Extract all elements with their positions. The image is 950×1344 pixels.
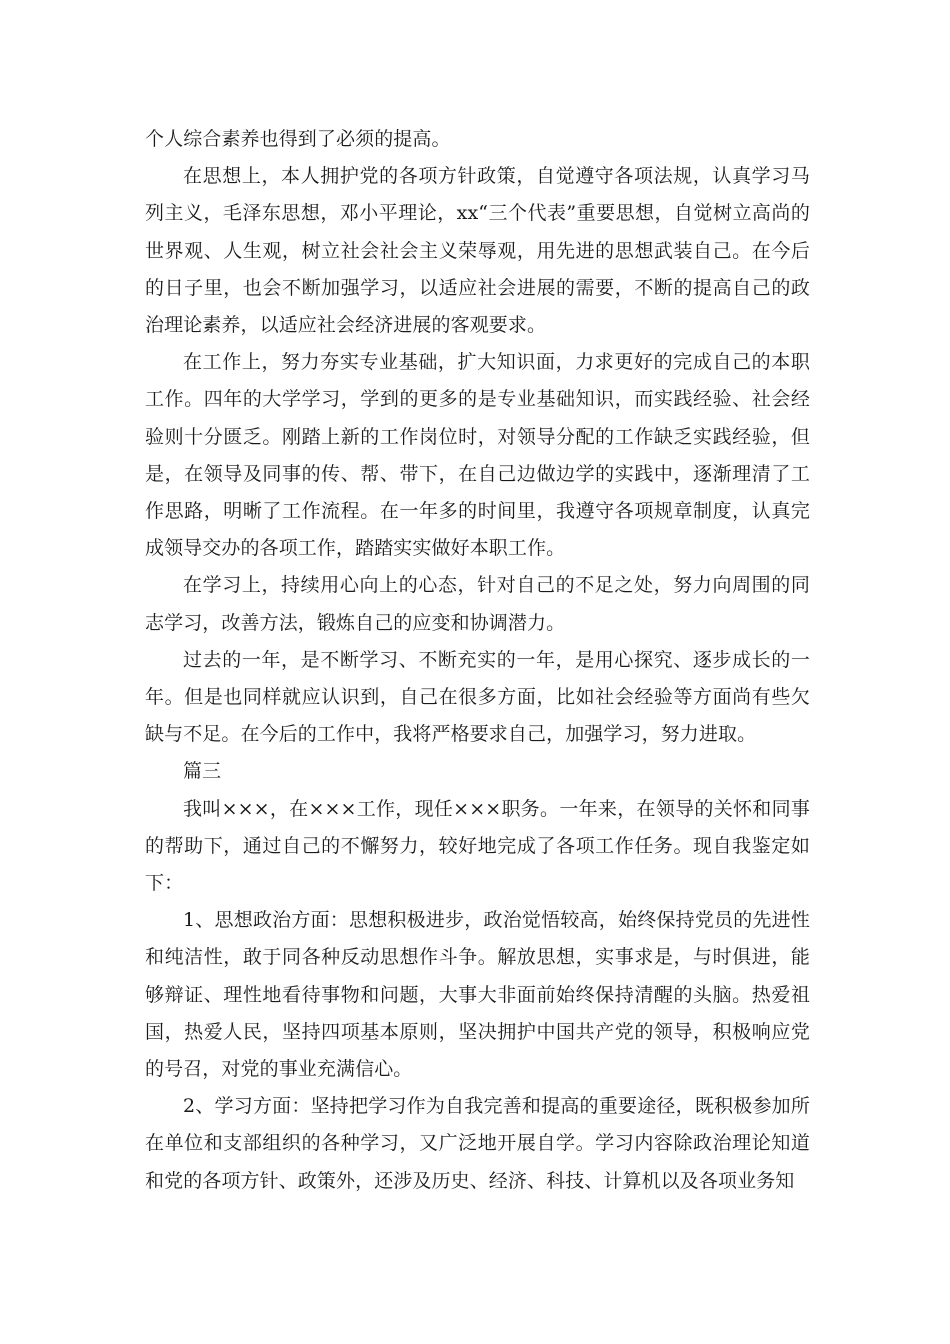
section-heading: 篇三 [183, 760, 222, 783]
document-body [145, 121, 810, 1200]
paragraph-summary: 过去的一年，是不断学习、不断充实的一年，是用心探究、逐步成长的一年。但是也同样就应认识到，自己在很多方面，比如社会经验等方面尚有些欠缺与不足。在今后的工作中，我将严格要求自己，加强学习，努力进取。 [145, 648, 810, 746]
paragraph-study: 在学习上，持续用心向上的心态，针对自己的不足之处，努力向周围的同志学习，改善方法，锻炼自己的应变和协调潜力。 [145, 574, 810, 634]
paragraph-learning: 2、学习方面：坚持把学习作为自我完善和提高的重要途径，既积极参加所在单位和支部组织的各种学习，又广泛地开展自学。学习内容除政治理论知道和党的各项方针、政策外，还涉及历史、经济、科技、计算机以及各项业务知 [145, 1095, 810, 1192]
paragraph-ideology: 在思想上，本人拥护党的各项方针政策，自觉遵守各项法规，认真学习马列主义，毛泽东思想，邓小平理论，xx“三个代表”重要思想，自觉树立高尚的世界观、人生观，树立社会社会主义荣辱观，用先进的思想武装自己。在今后的日子里，也会不断加强学习，以适应社会进展的需要，不断的提高自己的政治理论素养，以适应社会经济进展的客观要求。 [145, 165, 810, 337]
paragraph-political: 1、思想政治方面：思想积极进步，政治觉悟较高，始终保持党员的先进性和纯洁性，敢于同各种反动思想作斗争。解放思想，实事求是，与时俱进，能够辩证、理性地看待事物和问题，大事大非面前始终保持清醒的头脑。热爱祖国，热爱人民，坚持四项基本原则，坚决拥护中国共产党的领导，积极响应党的号召，对党的事业充满信心。 [145, 909, 810, 1081]
paragraph-work: 在工作上，努力夯实专业基础，扩大知识面，力求更好的完成自己的本职工作。四年的大学学习，学到的更多的是专业基础知识，而实践经验、社会经验则十分匮乏。刚踏上新的工作岗位时，对领导分配的工作缺乏实践经验，但是，在领导及同事的传、帮、带下，在自己边做边学的实践中，逐渐理清了工作思路，明晰了工作流程。在一年多的时间里，我遵守各项规章制度，认真完成领导交办的各项工作，踏踏实实做好本职工作。 [145, 351, 810, 560]
paragraph-continuation: 个人综合素养也得到了必须的提高。 [145, 128, 451, 150]
paragraph-intro: 我叫×××，在×××工作，现任×××职务。一年来，在领导的关怀和同事的帮助下，通过自己的不懈努力，较好地完成了各项工作任务。现自我鉴定如下： [145, 797, 810, 895]
